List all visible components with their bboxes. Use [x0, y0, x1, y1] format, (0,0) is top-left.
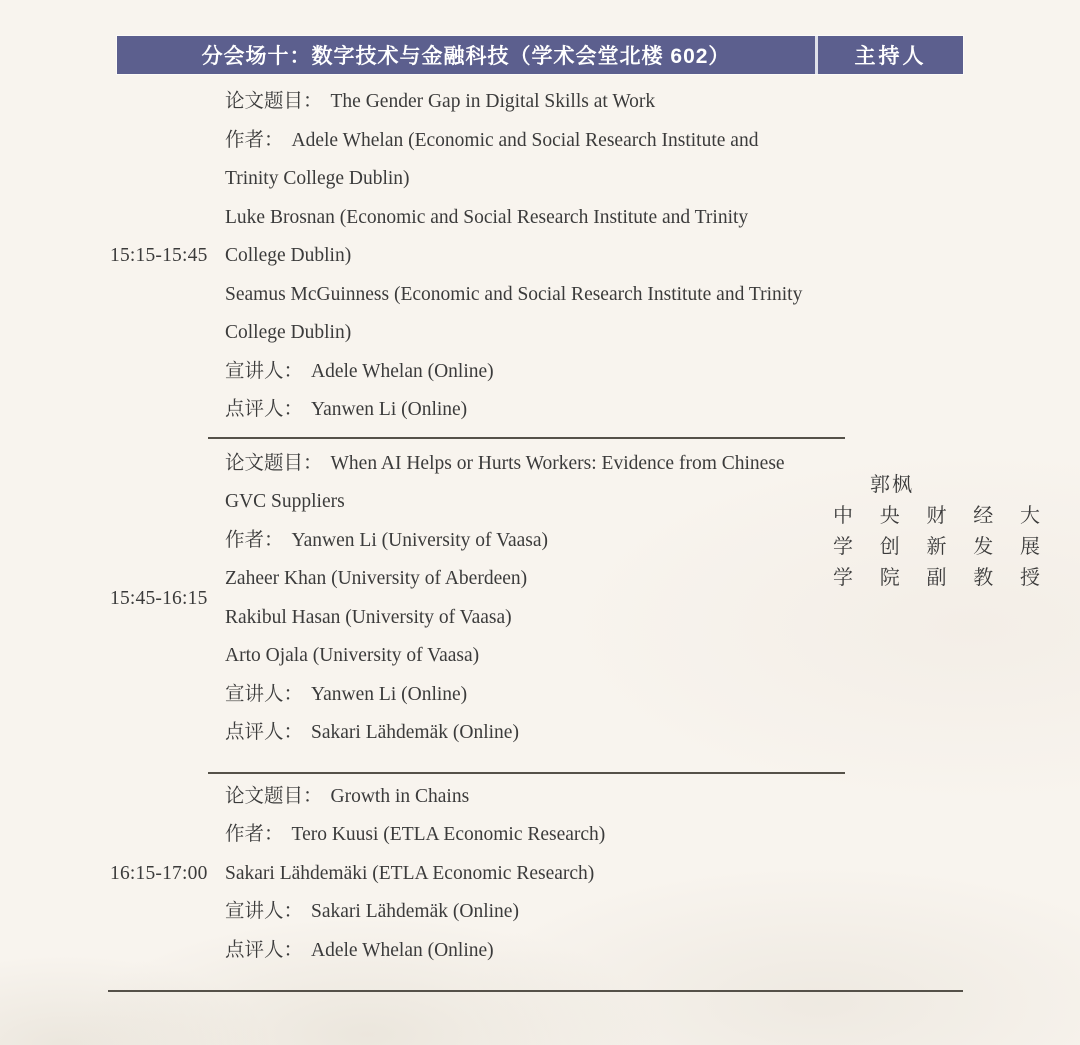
authors-label: 作者： — [225, 824, 284, 845]
paper-title: The Gender Gap in Digital Skills at Work — [330, 91, 656, 112]
discussant-name: Adele Whelan (Online) — [311, 939, 494, 961]
moderator-affiliation-line: 学院副教授 — [833, 567, 1040, 589]
author-item: Yanwen Li (University of Vaasa) — [291, 529, 549, 551]
discussant-label: 点评人： — [225, 939, 304, 961]
presenter-line — [225, 353, 805, 392]
presenter-label: 宣讲人： — [225, 901, 304, 922]
session-details — [225, 83, 805, 430]
discussant-line — [225, 714, 805, 753]
paper-title: When AI Helps or Hurts Workers: Evidence from Chinese GVC Suppliers — [225, 452, 785, 512]
discussant-name: Sakari Lähdemäk (Online) — [311, 722, 519, 743]
presenter-line — [225, 676, 805, 715]
paper-title-line — [225, 778, 805, 817]
session-header-bar — [117, 36, 963, 74]
time-slot: 15:15-15:45 — [110, 245, 208, 267]
paper-title-label: 论文题目： — [225, 91, 323, 112]
author-item: Zaheer Khan (University of Aberdeen) — [225, 568, 528, 589]
paper-title-label: 论文题目： — [225, 785, 323, 807]
authors-line — [225, 122, 805, 199]
authors-line — [225, 522, 805, 561]
session-details — [225, 778, 805, 971]
paper-title-line — [225, 83, 805, 122]
presenter-label: 宣讲人： — [225, 683, 304, 705]
session-row — [110, 774, 963, 991]
discussant-line — [225, 932, 805, 971]
discussant-name: Yanwen Li (Online) — [311, 399, 468, 420]
moderator-name: 郭枫 — [870, 474, 914, 496]
presenter-label: 宣讲人： — [225, 360, 304, 382]
author-item: Sakari Lähdemäki (ETLA Economic Research) — [225, 862, 595, 884]
paper-title: Growth in Chains — [330, 785, 470, 807]
paper-title-label: 论文题目： — [225, 452, 323, 474]
author-item: Seamus McGuinness (Economic and Social Research Institute and Trinity College Dublin) — [225, 283, 803, 343]
discussant-line — [225, 391, 805, 430]
table-bottom-line — [108, 990, 963, 992]
author-item: Rakibul Hasan (University of Vaasa) — [225, 606, 512, 628]
moderator-column-header: 主持人 — [854, 45, 927, 68]
presenter-name: Sakari Lähdemäk (Online) — [311, 901, 519, 922]
session-details — [225, 445, 805, 753]
discussant-label: 点评人： — [225, 399, 304, 420]
presenter-line — [225, 893, 805, 932]
time-slot: 15:45-16:15 — [110, 587, 208, 609]
discussant-label: 点评人： — [225, 722, 304, 743]
author-item: Luke Brosnan (Economic and Social Research Institute and Trinity College Dublin) — [225, 206, 749, 266]
moderator-info — [833, 470, 1040, 594]
paper-title-line — [225, 445, 805, 522]
moderator-affiliation-line: 中央财经大 — [833, 505, 1040, 527]
presenter-name: Adele Whelan (Online) — [311, 360, 494, 382]
author-item: Arto Ojala (University of Vaasa) — [225, 645, 480, 666]
moderator-affiliation-line: 学创新发展 — [833, 536, 1040, 558]
presenter-name: Yanwen Li (Online) — [311, 683, 468, 705]
authors-line — [225, 816, 805, 855]
authors-label: 作者： — [225, 129, 284, 151]
session-title: 分会场十：数字技术与金融科技（学术会堂北楼 602） — [201, 45, 731, 68]
authors-label: 作者： — [225, 529, 284, 551]
session-row — [110, 83, 963, 437]
author-item: Tero Kuusi (ETLA Economic Research) — [291, 824, 606, 845]
author-item: Adele Whelan (Economic and Social Research Institute and Trinity College Dublin) — [225, 129, 759, 189]
time-slot: 16:15-17:00 — [110, 862, 208, 884]
